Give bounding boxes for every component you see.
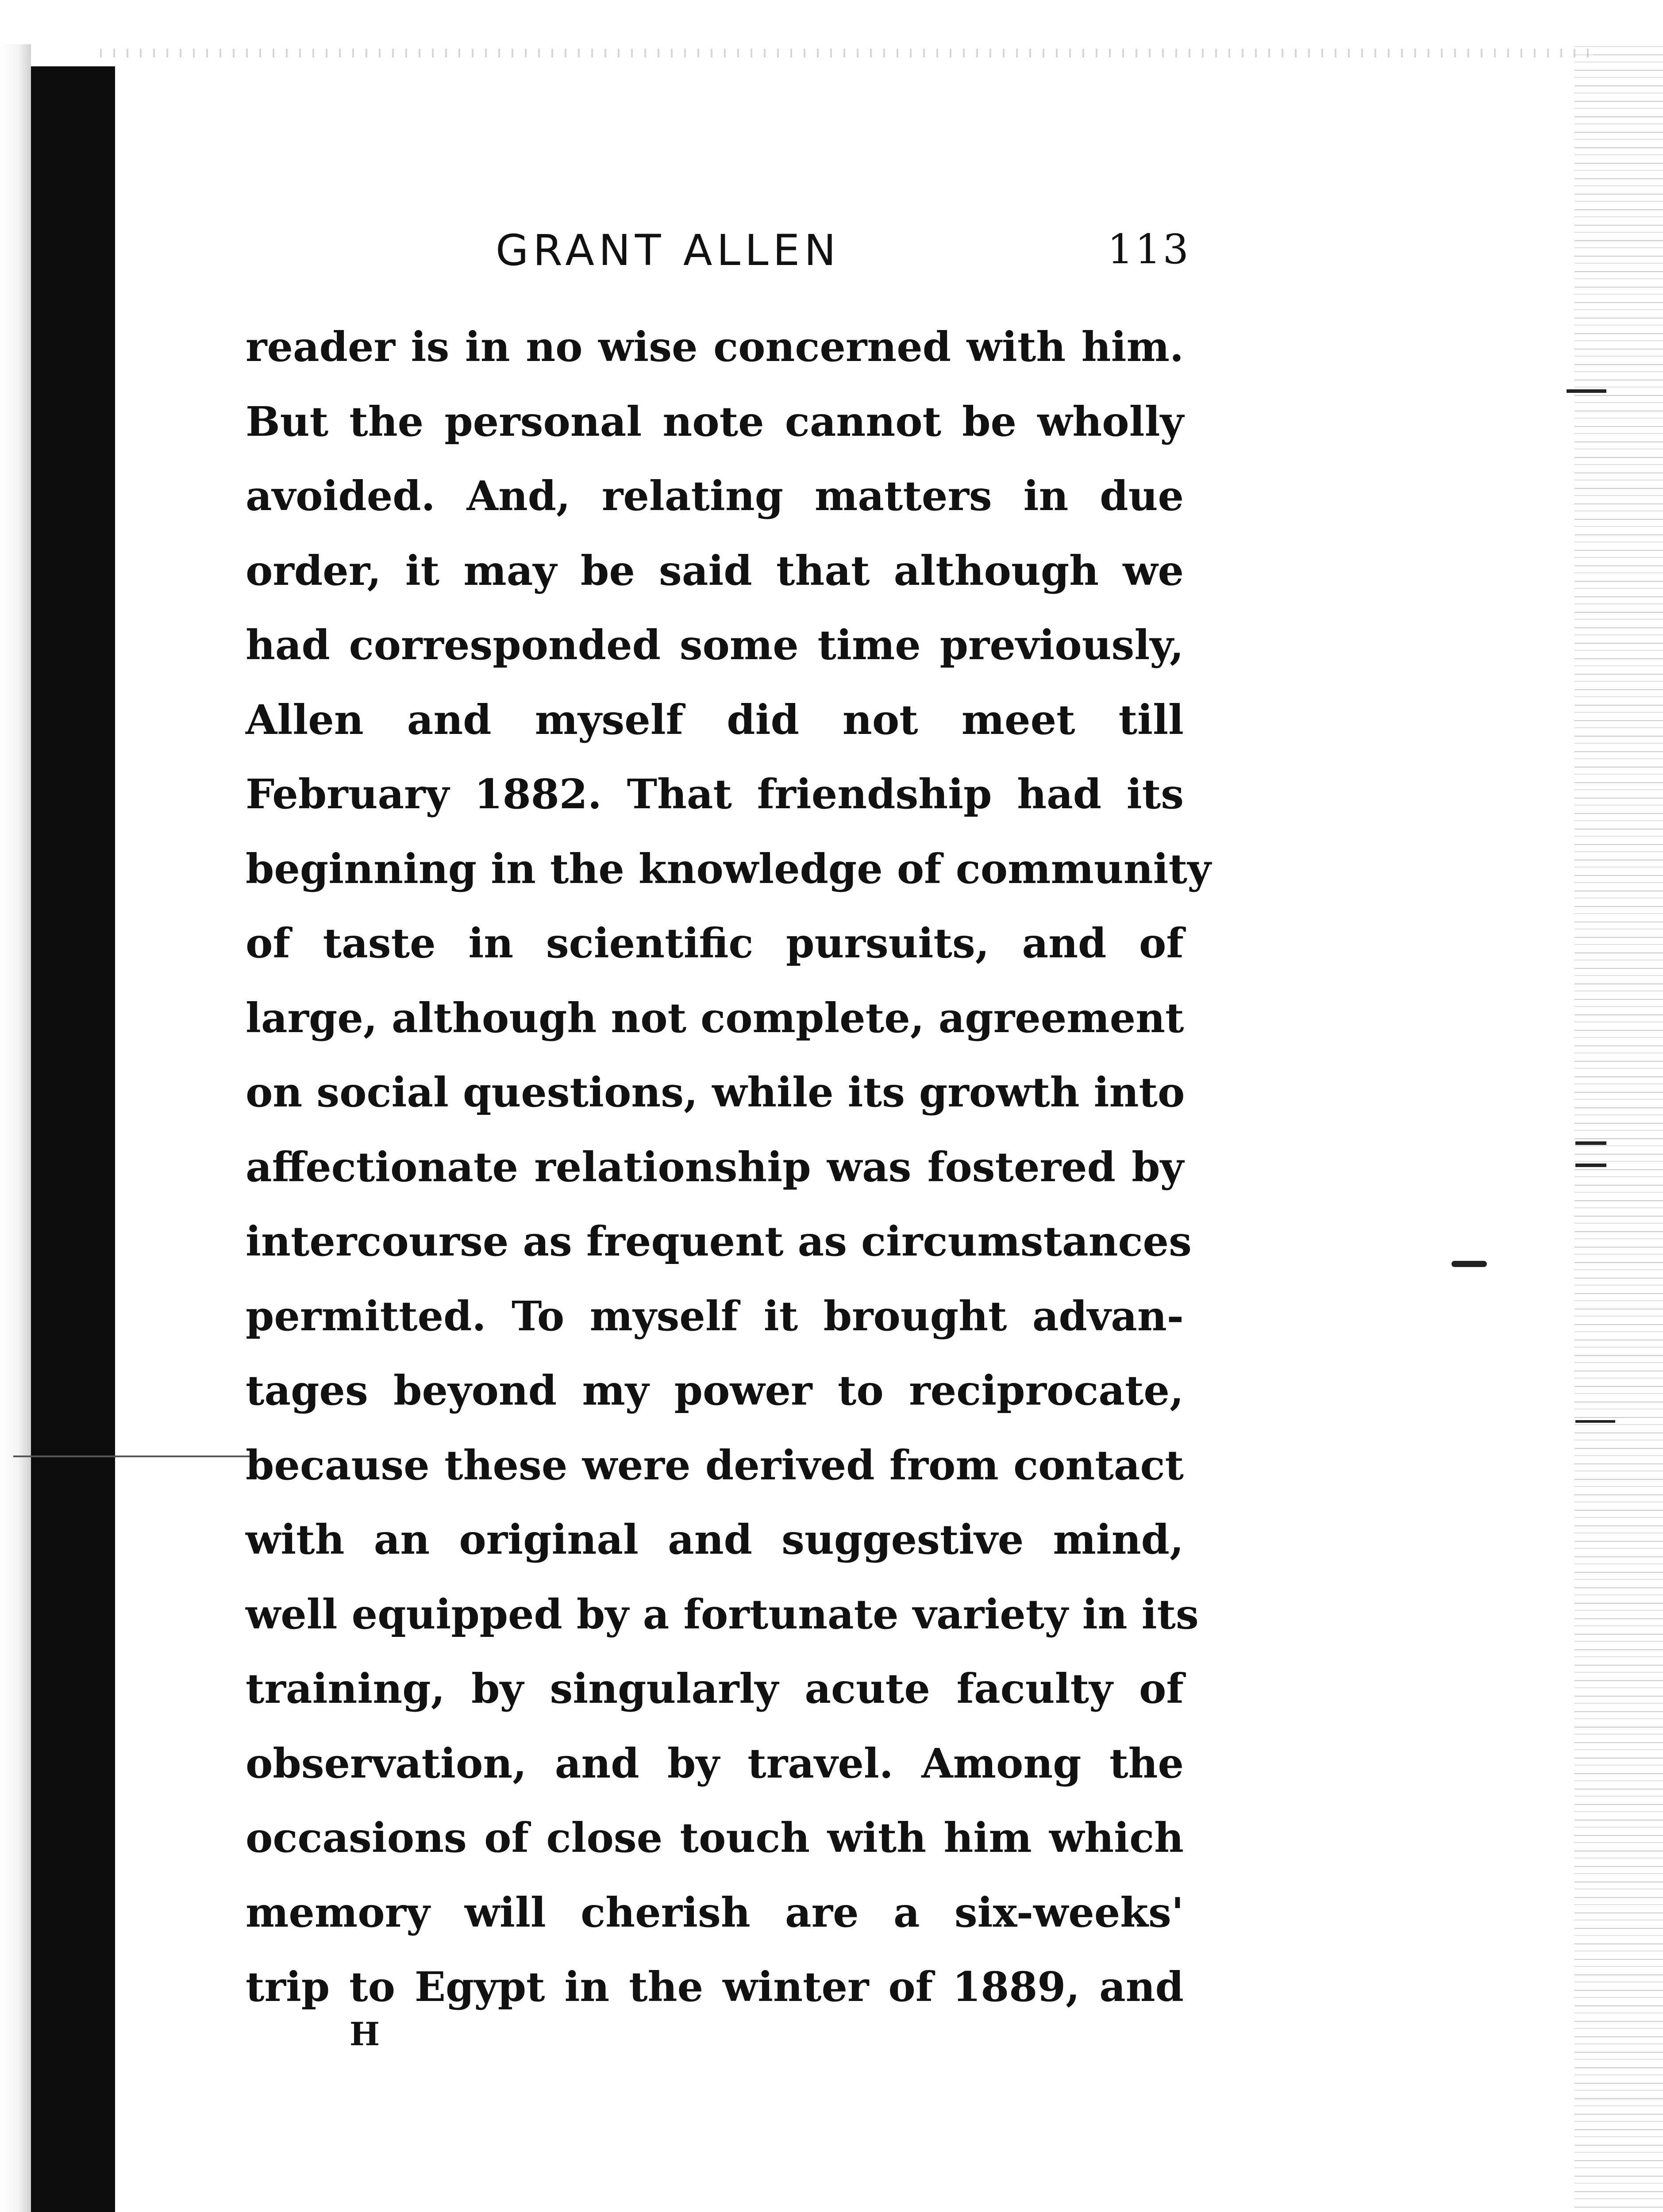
text-line: trip to Egypt in the winter of 1889, and [246, 1963, 1184, 2011]
text-line: of taste in scientific pursuits, and of [246, 919, 1184, 967]
text-line: tages beyond my power to reciprocate, [246, 1367, 1184, 1414]
text-line: intercourse as frequent as circumstances [246, 1217, 1192, 1265]
signature-mark: H [350, 2015, 380, 2053]
text-line: large, although not complete, agreement [246, 994, 1184, 1042]
text-line: avoided. And, relating matters in due [246, 472, 1184, 520]
body-text [246, 310, 1211, 2024]
text-line: with an original and suggestive mind, [246, 1516, 1184, 1563]
text-line: because these were derived from contact [246, 1441, 1184, 1489]
book-binding-edge [31, 66, 115, 2212]
scan-mark [13, 1455, 252, 1457]
text-line: permitted. To myself it brought advan- [246, 1292, 1184, 1340]
text-line: memory will cherish are a six-weeks' [246, 1888, 1184, 1936]
scan-mark [1575, 1141, 1606, 1145]
page-top-edge [89, 49, 1593, 58]
text-line: observation, and by travel. Among the [246, 1739, 1184, 1787]
scan-shadow [0, 44, 31, 2212]
text-line: training, by singularly acute faculty of [246, 1665, 1184, 1713]
scan-mark [1451, 1261, 1487, 1267]
text-line: beginning in the knowledge of community [246, 845, 1211, 893]
scan-mark [1575, 1420, 1615, 1423]
text-line: February 1882. That friendship had its [246, 770, 1184, 818]
text-line: Allen and myself did not meet till [246, 695, 1184, 744]
scan-mark [1575, 1164, 1606, 1167]
text-line: on social questions, while its growth into [246, 1068, 1185, 1116]
text-line: occasions of close touch with him which [246, 1814, 1184, 1862]
page-number: 113 [1107, 226, 1190, 273]
text-line: order, it may be said that although we [246, 546, 1184, 595]
scan-mark [1567, 389, 1606, 393]
running-head: GRANT ALLEN [496, 226, 840, 275]
page-right-edge [1574, 40, 1663, 2212]
text-line: reader is in no wise concerned with him. [246, 323, 1184, 371]
text-line: affectionate relationship was fostered by [246, 1143, 1184, 1191]
text-line: had corresponded some time previously, [246, 621, 1184, 669]
text-line: well equipped by a fortunate variety in its [246, 1590, 1199, 1638]
page-header [496, 221, 1190, 283]
text-line: But the personal note cannot be wholly [246, 397, 1184, 445]
